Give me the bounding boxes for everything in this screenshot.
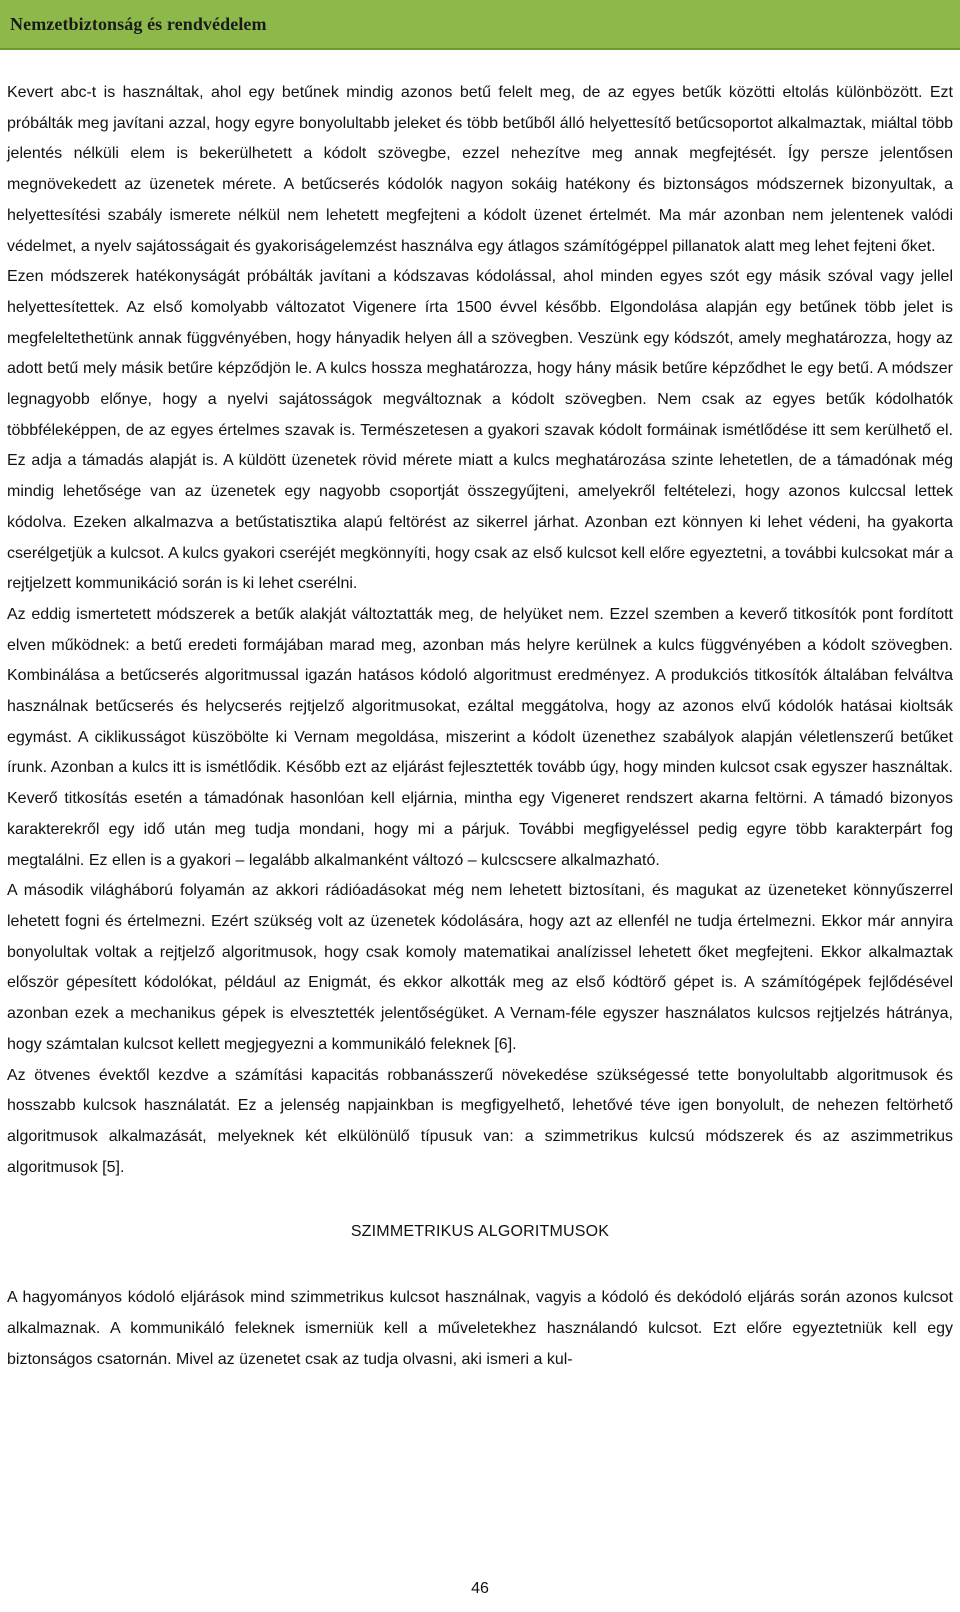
paragraph: Az ötvenes évektől kezdve a számítási kapacitás robbanásszerű növekedése szükségessé tette bonyolultabb algoritmusok és hosszabb kulcsok használatát. Ez a jelenség napjainkban is megfigyelhető, lehetővé téve igen bonyolult, de nehezen feltörhető algoritmusok alkalmazását, melyeknek két elkülönülő típusuk van: a szimmetrikus kulcsú módszerek és az aszimmetrikus algoritmusok [5]. — [7, 1066, 953, 1176]
paragraph: Kevert abc-t is használtak, ahol egy betűnek mindig azonos betű felelt meg, de az egyes betűk közötti eltolás különbözött. Ezt próbálták meg javítani azzal, hogy egyre bonyolultabb jeleket és több betűből álló helyettesítő betűcsoportot alkalmaztak, miáltal több jelentés nélküli elem is bekerülhetett a kódolt szövegbe, ezzel nehezítve meg annak megfejtését. Így persze jelentősen megnövekedett az üzenetek mérete. A betűcserés kódolók nagyon sokáig hatékony és biztonságos módszernek bizonyultak, a helyettesítési szabály ismerete nélkül nem lehetett megfejteni a kódolt üzenet értelmét. Ma már azonban nem jelentenek valódi védelmet, a nyelv sajátosságait és gyakoriságelemzést használva egy átlagos számítógéppel pillanatok alatt meg lehet fejteni őket. — [7, 84, 953, 255]
page-header — [0, 0, 960, 50]
paragraph: Ezen módszerek hatékonyságát próbálták javítani a kódszavas kódolással, ahol minden egyes szót egy másik szóval vagy jellel helyettesítettek. Az első komolyabb változatot Vigenere írta 1500 évvel később. Elgondolása alapján egy betűnek több jelet is megfeleltethetünk annak függvényében, hogy hányadik helyen áll a szövegben. Veszünk egy kódszót, amely meghatározza, hogy az adott betű mely másik betűre képződjön le. A kulcs hossza meghatározza, hogy hány másik betűre képződhet le egy betű. A módszer legnagyobb előnye, hogy a nyelvi sajátosságok megváltoznak a kódolt szövegben. Nem csak az egyes betűk kódolhatók többféleképpen, de az egyes értelmes szavak is. Természetesen a gyakori szavak kódolt formáinak ismétlődése itt sem kerülhető el. Ez adja a támadás alapját is. A küldött üzenetek rövid mérete miatt a kulcs meghatározása szinte lehetetlen, de a támadónak még mindig lehetősége van az üzenetek egy nagyobb csoportját összegyűjteni, amelyekről feltételezi, hogy azonos kulccsal lettek kódolva. Ezeken alkalmazva a betűstatisztika alapú feltörést az sikerrel járhat. Azonban ezt könnyen ki lehet védeni, ha gyakorta cserélgetjük a kulcsot. A kulcs gyakori cseréjét megkönnyíti, hogy csak az első kulcsot kell előre egyeztetni, a további kulcsokat már a rejtjelzett kommunikáció során is ki lehet cserélni. — [7, 268, 953, 593]
page-number: 46 — [471, 1580, 489, 1597]
paragraph: Az eddig ismertetett módszerek a betűk alakját változtatták meg, de helyüket nem. Ezzel szemben a keverő titkosítók pont fordított elven működnek: a betű eredeti formájában marad meg, azonban más helyre kerülnek a kulcs függvényében a kódolt szövegben. Kombinálása a betűcserés algoritmussal igazán hatásos kódoló algoritmust eredményez. A produkciós titkosítók általában felváltva használnak betűcserés és helycserés rejtjelző algoritmusokat, ezáltal meggátolva, hogy az azonos elvű kódolók hatásai kioltsák egymást. A ciklikusságot küszöbölte ki Vernam megoldása, miszerint a kódolt üzenethez szabályok alapján véletlenszerű betűket írunk. Azonban a kulcs itt is ismétlődik. Később ezt az eljárást fejlesztették tovább úgy, hogy minden kulcsot csak egyszer használtak. Keverő titkosítás esetén a támadónak hasonlóan kell eljárnia, mintha egy Vigeneret rendszert akarna feltörni. A támadó bizonyos karakterekről egy idő után meg tudja mondani, hogy mi a párjuk. További megfigyeléssel pedig egyre több karakterpárt fog megtalálni. Ez ellen is a gyakori – legalább alkalmanként változó – kulcscsere alkalmazható. — [7, 605, 953, 869]
section-heading: SZIMMETRIKUS ALGORITMUSOK — [350, 1223, 610, 1241]
document-body — [7, 78, 953, 1375]
journal-title: Nemzetbiztonság és rendvédelem — [10, 14, 267, 34]
paragraph: A hagyományos kódoló eljárások mind szimmetrikus kulcsot használnak, vagyis a kódoló és dekódoló eljárás során azonos kulcsot alkalmaznak. A kommunikáló feleknek ismerniük kell a műveletekhez használandó kulcsot. Ezt előre egyeztetniük kell egy biztonságos csatornán. Mivel az üzenetet csak az tudja olvasni, aki ismeri a kul- — [7, 1289, 953, 1368]
paragraph: A második világháború folyamán az akkori rádióadásokat még nem lehetett biztosítani, és magukat az üzeneteket könnyűszerrel lehetett fogni és értelmezni. Ezért szükség volt az üzenetek kódolására, hogy azt az ellenfél ne tudja értelmezni. Ekkor már annyira bonyolultak voltak a rejtjelző algoritmusok, hogy csak komoly matematikai analízissel lehetett őket megfejteni. Ekkor alkalmaztak először gépesített kódolókat, például az Enigmát, és ekkor alkották meg az első kódtörő gépet is. A számítógépek fejlődésével azonban ezek a mechanikus gépek is elvesztették jelentőségüket. A Vernam-féle egyszer használatos kulcsos rejtjelzés hátránya, hogy számtalan kulcsot kellett megjegyezni a kommunikáló feleknek [6]. — [7, 882, 953, 1053]
